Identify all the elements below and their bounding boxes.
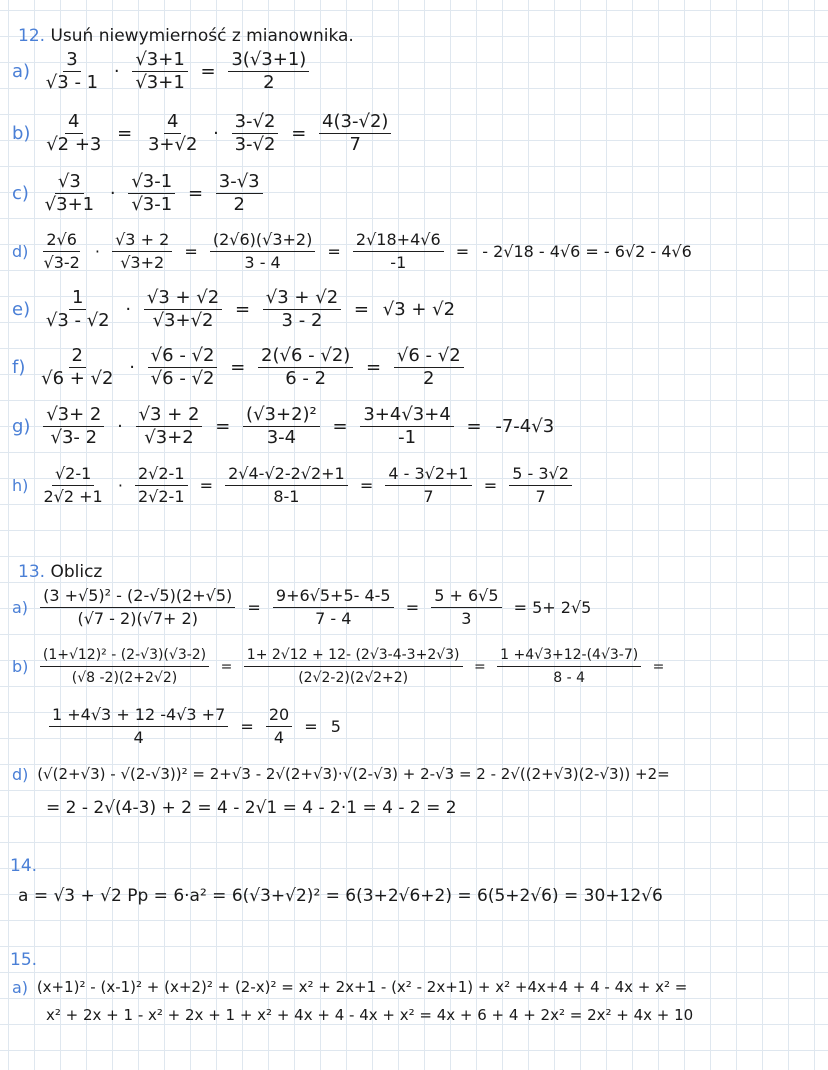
operator: = <box>359 476 374 495</box>
expression: (x+1)² - (x-1)² + (x+2)² + (2-x)² = x² + 2x+1 - (x² - 2x+1) + x² +4x+4 + 4 - 4x + x² = <box>36 978 688 996</box>
fraction: $\frac{2√18+4√6}{-1}$ <box>353 230 444 273</box>
item-label: h) <box>12 476 29 495</box>
fraction: $\frac{√3+ 2}{√3- 2}$ <box>43 405 104 448</box>
operator: · <box>117 416 123 437</box>
operator: · <box>129 357 135 378</box>
item-label: g) <box>12 416 31 437</box>
exercise-12a <box>8 50 312 93</box>
section-number: 15. <box>10 950 38 970</box>
operator: = <box>455 242 470 261</box>
expression: x² + 2x + 1 - x² + 2x + 1 + x² + 4x + 4 - 4x + x² = 4x + 6 + 4 + 2x² = 2x² + 4x + 10 <box>46 1006 694 1024</box>
fraction: $\frac{√2-1}{2√2 +1}$ <box>43 464 103 506</box>
operator: = <box>220 658 233 675</box>
fraction: $\frac{2(√6 - √2)}{6 - 2}$ <box>258 346 353 389</box>
fraction: $\frac{\text{(1+√12)² - (2-√3)(√3-2)}}{(√8 -2)(2+2√2)}$ <box>40 645 209 688</box>
operator: = <box>483 476 498 495</box>
operator: = <box>332 416 348 437</box>
item-label: a) <box>12 61 31 82</box>
fraction: $\frac{3-√2}{3-√2}$ <box>232 112 279 155</box>
operator: = <box>215 416 231 437</box>
fraction: $\frac{9+6√5+5- 4-5}{7 - 4}$ <box>273 586 394 629</box>
fraction: $\frac{20}{4}$ <box>266 705 292 748</box>
operator: = <box>234 299 251 320</box>
operator: = <box>291 123 307 144</box>
fraction: $\frac{1}{√3 - √2}$ <box>45 287 110 331</box>
exercise-12e <box>8 288 459 331</box>
operator: = <box>466 416 482 437</box>
section-number: 14. <box>10 856 38 876</box>
section-13-heading <box>18 562 102 582</box>
fraction: $\frac{4}{3+√2}$ <box>147 111 198 155</box>
section-number: 12. <box>18 26 46 46</box>
item-label: d) <box>12 765 29 784</box>
section-15-heading <box>10 950 37 970</box>
fraction: $\frac{2}{√6 + √2}$ <box>41 345 114 389</box>
section-number: 13. <box>18 562 46 582</box>
result: = 5+ 2√5 <box>513 598 592 617</box>
exercise-12c <box>8 172 266 215</box>
fraction: $\frac{1+ 2√12 + 12- (2√3-4-3+2√3)}{(2√2-2)(2√2+2)}$ <box>244 645 463 688</box>
fraction: $\frac{√3+1}{√3+1}$ <box>132 50 187 93</box>
exercise-12h <box>8 464 575 507</box>
fraction: $\frac{2√4-√2-2√2+1}{8-1}$ <box>225 464 348 507</box>
operator: = <box>240 717 254 736</box>
fraction: $\frac{1 +4√3 + 12 -4√3 +7}{4}$ <box>49 705 228 748</box>
exercise-12f <box>8 346 467 389</box>
fraction: $\frac{√3 + 2}{√3+2}$ <box>112 230 172 273</box>
fraction: $\frac{2√6}{√3-2}$ <box>43 230 80 272</box>
exercise-13b-continued <box>46 705 345 748</box>
fraction: $\frac{√3 + 2}{√3+2}$ <box>136 405 203 448</box>
expression: = 2 - 2√(4-3) + 2 = 4 - 2√1 = 4 - 2·1 = 4 - 2 = 2 <box>46 798 457 818</box>
operator: = <box>199 476 214 495</box>
operator: = <box>200 61 216 82</box>
fraction: $\frac{3(√3+1)}{2}$ <box>228 50 309 93</box>
operator: = <box>353 299 369 320</box>
item-label: d) <box>12 242 29 261</box>
operator: = <box>652 658 665 675</box>
section-12-heading <box>18 26 354 46</box>
result: - 2√18 - 4√6 = - 6√2 - 4√6 <box>482 242 692 261</box>
result: -7-4√3 <box>495 416 555 437</box>
operator: = <box>304 717 318 736</box>
fraction: $\frac{√3 + √2}{3 - 2}$ <box>263 288 341 331</box>
fraction: $\frac{√3 + √2}{√3+√2}$ <box>144 288 222 331</box>
fraction: $\frac{3-√3}{2}$ <box>216 172 263 215</box>
fraction: $\frac{\text{(√3+2)²}}{3-4}$ <box>243 405 320 448</box>
exercise-13d-line-2 <box>46 798 457 818</box>
result: √3 + √2 <box>382 299 456 320</box>
fraction: $\frac{(2√6)(√3+2)}{3 - 4}$ <box>210 230 315 273</box>
item-label: b) <box>12 123 31 144</box>
operator: · <box>109 183 116 204</box>
item-label: c) <box>12 183 29 204</box>
fraction: $\frac{√6 - √2}{√6 - √2}$ <box>148 346 218 389</box>
operator: = <box>327 242 341 261</box>
item-label: f) <box>12 357 26 378</box>
fraction: $\frac{4 - 3√2+1}{7}$ <box>385 464 471 507</box>
section-14-heading <box>10 856 37 876</box>
operator: = <box>187 183 204 204</box>
operator: · <box>117 476 123 495</box>
fraction: $\frac{√3-1}{√3-1}$ <box>128 172 175 215</box>
exercise-13a <box>8 586 595 629</box>
section-title: Oblicz <box>50 562 103 582</box>
expression: (√(2+√3) - √(2-√3))² = 2+√3 - 2√(2+√3)·√(2-√3) + 2-√3 = 2 - 2√((2+√3)(2-√3)) +2= <box>37 765 670 783</box>
exercise-14 <box>18 886 663 906</box>
operator: = <box>366 357 382 378</box>
operator: = <box>473 658 486 675</box>
item-label: a) <box>12 598 29 617</box>
expression: a = √3 + √2 Pp = 6·a² = 6(√3+√2)² = 6(3+2√6+2) = 6(5+2√6) = 30+12√6 <box>18 886 663 906</box>
fraction: $\frac{3+4√3+4}{-1}$ <box>360 405 453 448</box>
exercise-12b <box>8 112 394 155</box>
item-label: e) <box>12 299 31 320</box>
fraction: $\frac{√3}{√3+1}$ <box>44 171 95 215</box>
operator: · <box>94 242 101 261</box>
operator: = <box>230 357 246 378</box>
item-label: b) <box>12 657 29 676</box>
fraction: $\frac{2√2-1}{2√2-1}$ <box>135 464 188 507</box>
fraction: $\frac{√6 - √2}{2}$ <box>394 346 464 389</box>
operator: = <box>184 242 198 261</box>
operator: = <box>405 598 420 617</box>
operator: · <box>213 123 219 144</box>
fraction: $\frac{1 +4√3+12-(4√3-7)}{8 - 4}$ <box>497 645 641 688</box>
exercise-12g <box>8 405 558 448</box>
operator: · <box>113 61 120 82</box>
operator: · <box>125 299 132 320</box>
fraction: $\frac{3}{√3 - 1}$ <box>45 49 99 93</box>
section-title: Usuń niewymierność z mianownika. <box>50 26 354 46</box>
item-label: a) <box>12 978 29 997</box>
operator: = <box>247 598 261 617</box>
result: 5 <box>330 717 341 736</box>
fraction: $\frac{\text{(3 +√5)² - (2-√5)(2+√5)}}{(√7 - 2)(√7+ 2)}$ <box>40 586 235 629</box>
fraction: $\frac{5 - 3√2}{7}$ <box>509 464 572 507</box>
fraction: $\frac{4(3-√2)}{7}$ <box>319 112 391 155</box>
exercise-15a-line-2 <box>46 1006 693 1024</box>
operator: = <box>117 123 133 144</box>
fraction: $\frac{4}{√2 +3}$ <box>46 111 102 155</box>
exercise-15a-line-1 <box>8 978 687 997</box>
exercise-12d <box>8 230 696 273</box>
exercise-13b <box>8 645 668 688</box>
exercise-13d-line-1 <box>8 765 670 784</box>
fraction: $\frac{5 + 6√5}{3}$ <box>431 586 501 629</box>
